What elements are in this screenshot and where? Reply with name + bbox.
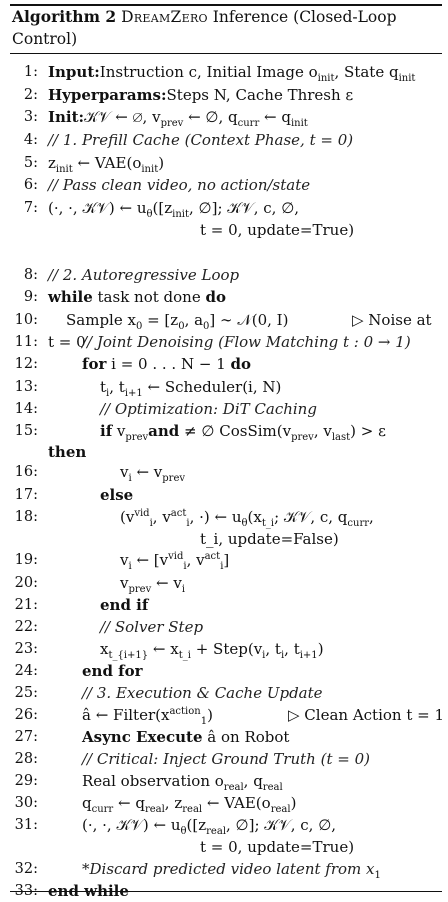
line-number: 1:: [23, 64, 38, 80]
algorithm-line-continuation: [0, 219, 448, 241]
header-rule: [10, 53, 442, 54]
line-content: *Discard predicted video latent from $x_1$: [82, 860, 381, 881]
algorithm-caption: [12, 6, 436, 50]
line-content: else: [100, 486, 134, 504]
line-content: // Solver Step: [100, 618, 204, 636]
algorithm-line: [0, 660, 448, 682]
line-number: 30:: [14, 795, 38, 811]
line-content: $v_{prev}$ ← $v_i$: [120, 574, 186, 595]
line-content: end for: [82, 662, 143, 680]
algorithm-line: [0, 376, 448, 398]
line-content: t_i, update=False): [200, 530, 339, 548]
line-content: Hyperparams:Steps N, Cache Thresh ε: [48, 86, 354, 104]
algorithm-line: [0, 638, 448, 660]
line-number: 13:: [14, 379, 38, 395]
algorithm-line: [0, 129, 448, 151]
line-content: (·, ·, 𝒦𝒱) ← $u_\theta([z_{real}$, ∅]; 𝒦𝒱, c, ∅,: [82, 816, 337, 837]
line-content: // Joint Denoising (Flow Matching t : 0 → 1): [82, 333, 411, 351]
algorithm-line: [0, 770, 448, 792]
line-content: end if: [100, 596, 149, 614]
line-annotation: ▷ Noise at: [352, 311, 432, 329]
algorithm-line: [0, 726, 448, 748]
line-content: then: [48, 443, 87, 461]
algorithm-line: [0, 616, 448, 638]
line-content: $v_i$ ← $v_{prev}$: [120, 463, 186, 484]
line-number: 9:: [23, 289, 38, 305]
algorithm-line: [0, 152, 448, 174]
algorithm-line: [0, 331, 448, 353]
line-number: 22:: [14, 619, 38, 635]
line-number: 31:: [14, 817, 38, 833]
algorithm-line: [0, 106, 448, 128]
line-number: 16:: [14, 464, 38, 480]
algorithm-line-continuation: [0, 528, 448, 550]
line-number: 20:: [14, 575, 38, 591]
algorithm-line: [0, 197, 448, 219]
line-content: // Critical: Inject Ground Truth (t = 0): [82, 750, 370, 768]
line-number: 6:: [23, 177, 38, 193]
line-number: 5:: [23, 155, 38, 171]
algorithm-line-continuation: [0, 441, 448, 463]
line-number: 2:: [23, 87, 38, 103]
line-number: 4:: [23, 132, 38, 148]
algorithm-line: [0, 682, 448, 704]
line-content: $q_{curr}$ ← $q_{real}$, $z_{real}$ ← $VAE(o_{real})$: [82, 794, 297, 815]
line-number: 19:: [14, 552, 38, 568]
line-content: end while: [48, 882, 129, 900]
algorithm-line: [0, 174, 448, 196]
line-content: // 1. Prefill Cache (Context Phase, t = 0): [48, 131, 354, 149]
algorithm-line: [0, 420, 448, 442]
line-content: t = 0: [48, 333, 86, 351]
algorithm-line: [0, 309, 448, 331]
line-content: Input:Instruction c, Initial Image $o_{init}$, State $q_{init}$: [48, 63, 416, 84]
line-number: 28:: [14, 751, 38, 767]
caption-prefix: Algorithm 2: [12, 7, 117, 26]
line-number: 24:: [14, 663, 38, 679]
algorithm-line: [0, 858, 448, 880]
line-content: t = 0, update=True): [200, 221, 355, 239]
algorithm-line: [0, 484, 448, 506]
line-number: 32:: [14, 861, 38, 877]
algorithm-line: [0, 61, 448, 83]
algorithm-line: [0, 748, 448, 770]
line-content: $t_i$, $t_{i+1}$ ← Scheduler(i, N): [100, 378, 282, 399]
line-number: 3:: [23, 109, 38, 125]
line-number: 10:: [14, 312, 38, 328]
algorithm-line: [0, 461, 448, 483]
line-content: â ← $Filter(x^{action}_1)$: [82, 706, 213, 727]
line-number: 12:: [14, 356, 38, 372]
algorithm-line: [0, 264, 448, 286]
algorithm-line: [0, 704, 448, 726]
line-content: // Pass clean video, no action/state: [48, 176, 311, 194]
line-content: for i = 0 . . . N − 1 do: [82, 355, 252, 373]
line-annotation: ▷ Clean Action t = 1: [288, 706, 445, 724]
algorithm-line: [0, 594, 448, 616]
line-number: 11:: [14, 334, 38, 350]
line-content: Sample $x_0 = [z_0$, $a_0$] ∼ 𝒩(0, I): [66, 311, 289, 332]
line-number: 27:: [14, 729, 38, 745]
algorithm-line: [0, 398, 448, 420]
line-content: $z_{init}$ ← $VAE(o_{init})$: [48, 154, 165, 175]
line-content: ($v^{vid}_i$, $v^{act}_i$, ·) ← $u_\theta(x_{t\_i}$; 𝒦𝒱, c, $q_{curr}$,: [120, 508, 374, 529]
line-number: 26:: [14, 707, 38, 723]
algorithm-line: [0, 353, 448, 375]
line-content: Init:𝒦𝒱 ← ∅, $v_{prev}$ ← ∅, $q_{curr}$ ← $q_{init}$: [48, 108, 308, 129]
line-number: 25:: [14, 685, 38, 701]
algorithm-line: [0, 506, 448, 528]
line-number: 18:: [14, 509, 38, 525]
line-number: 15:: [14, 423, 38, 439]
line-number: 21:: [14, 597, 38, 613]
algorithm-line: [0, 286, 448, 308]
line-content: t = 0, update=True): [200, 838, 355, 856]
line-content: // 3. Execution & Cache Update: [82, 684, 323, 702]
line-content: $v_i$ ← [$v^{vid}_i$, $v^{act}_i$]: [120, 551, 230, 572]
algorithm-line: [0, 84, 448, 106]
line-number: 14:: [14, 401, 38, 417]
line-content: // 2. Autoregressive Loop: [48, 266, 240, 284]
line-number: 23:: [14, 641, 38, 657]
line-content: Real observation $o_{real}$, $q_{real}$: [82, 772, 283, 793]
line-number: 7:: [23, 200, 38, 216]
algorithm-line: [0, 549, 448, 571]
line-content: // Optimization: DiT Caching: [100, 400, 317, 418]
line-number: 33:: [14, 883, 38, 899]
algorithm-line: [0, 814, 448, 836]
line-number: 29:: [14, 773, 38, 789]
algorithm-line: [0, 572, 448, 594]
bottom-rule: [10, 891, 442, 892]
line-content: Async Execute â on Robot: [82, 728, 290, 746]
caption-rest: Inference (Closed-Loop: [212, 8, 397, 26]
algorithm-line-continuation: [0, 836, 448, 858]
line-content: $x_{t\_\{i+1\}}$ ← $x_{t\_i}$ + $Step(v_i$, $t_i$, $t_{i+1}$): [100, 640, 324, 661]
line-content: while task not done do: [48, 288, 226, 306]
line-content: if $v_{prev}and$ ≠ ∅ $CosSim(v_{prev}$, $v_{last}) > \varepsilon$: [100, 422, 386, 443]
caption-name: DreamZero: [121, 8, 208, 26]
line-number: 8:: [23, 267, 38, 283]
line-number: 17:: [14, 487, 38, 503]
line-content: (·, ·, 𝒦𝒱) ← $u_\theta([z_{init}$, ∅]; 𝒦𝒱, c, ∅,: [48, 199, 300, 220]
caption-rest2: Control): [12, 30, 78, 48]
algorithm-line: [0, 792, 448, 814]
